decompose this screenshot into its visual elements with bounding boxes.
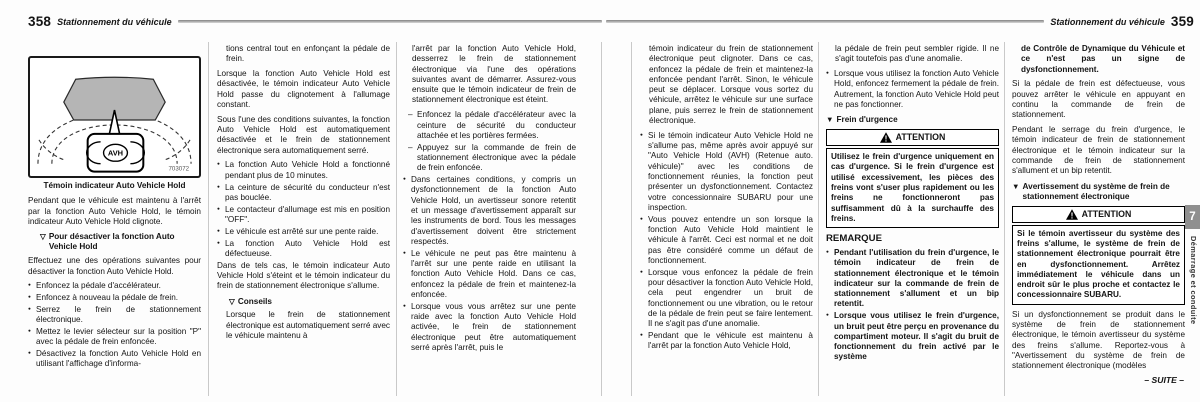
item-text: Enfoncez à nouveau la pédale de frein. <box>36 293 179 303</box>
item-text: Appuyez sur la commande de frein de stationnement électronique avec la pédale de frein enfoncée. <box>417 142 576 173</box>
page-number-left: 358 <box>28 14 52 29</box>
running-title-left: Stationnement du véhicule <box>57 16 172 27</box>
bullet-item <box>403 175 576 247</box>
item-text: Serrez le frein de stationnement électronique. <box>36 304 201 325</box>
attention-header <box>826 129 999 146</box>
column-358-3 <box>403 44 576 355</box>
item-text: La fonction Auto Vehicle Hold est défectueuse. <box>225 238 390 258</box>
chapter-tab-label: Démarrage et conduite <box>1189 236 1198 325</box>
column-359-3 <box>1012 44 1185 376</box>
bullet-icon: ● <box>217 206 220 212</box>
paragraph-continuation: Lorsque le frein de stationnement électronique est automatiquement serré avec le véhicule maintenu à <box>226 310 390 340</box>
column-divider <box>208 42 209 396</box>
column-359-1 <box>640 44 813 353</box>
item-text: Désactivez la fonction Auto Vehicle Hold en utilisant l'affichage d'informa- <box>36 349 201 369</box>
bullet-item <box>403 302 576 353</box>
bullet-item <box>28 293 201 303</box>
dash-item <box>408 110 576 141</box>
item-text: Le véhicule ne peut pas être maintenu à l'arrêt sur une pente raide en utilisant la fonction Auto Vehicle Hold. Dans ce cas, enfoncez la pédale de frein et maintenez-la enfoncée. <box>411 248 576 299</box>
figure-caption: Témoin indicateur Auto Vehicle Hold <box>43 181 186 190</box>
item-text: Dans certaines conditions, y compris un dysfonctionnement de la fonction Auto Vehicle Hold, un avertisseur sonore retentit et un message d'avertissement apparaît sur les instruments de bord. Tous les messages d'avertissement doivent être strictement respectés. <box>411 175 576 246</box>
bullet-item <box>217 183 390 204</box>
bullet-icon: ● <box>640 132 643 138</box>
section-heading <box>1012 182 1185 203</box>
heading-text: Avertissement du système de frein de stationnement électronique <box>1022 181 1170 201</box>
bullet-icon: ● <box>403 250 406 256</box>
column-359-2 <box>826 44 999 364</box>
item-text: Lorsque vous utilisez la fonction Auto Vehicle Hold, enfoncez fermement la pédale de frein. Autrement, la fonction Auto Vehicle Hold peut ne pas fonctionner. <box>834 69 999 109</box>
header-rule-left <box>178 20 602 23</box>
item-text: Mettez le levier sélecteur sur la position "P" avec la pédale de frein enfoncée. <box>36 327 201 347</box>
paragraph: Dans de tels cas, le témoin indicateur Auto Vehicle Hold s'éteint et le témoin indicateur du frein de stationnement électronique s'allume. <box>217 260 390 291</box>
bullet-item <box>826 248 999 310</box>
bullet-icon: ● <box>640 216 643 222</box>
page-header-right <box>606 14 1194 29</box>
svg-text:!: ! <box>1070 211 1074 220</box>
header-rule-right <box>606 20 1044 23</box>
paragraph-continuation: l'arrêt par la fonction Auto Vehicle Hold, desserrez le frein de stationnement électronique via l'une des opérations suivantes avant de démarrer. Assurez-vous ensuite que le témoin indicateur de frein de stationnement électronique est éteint. <box>412 44 576 105</box>
item-text: La ceinture de sécurité du conducteur n'est pas bouclée. <box>225 182 390 202</box>
bullet-icon: ● <box>28 283 31 289</box>
bullet-item <box>28 281 201 291</box>
attention-label: ATTENTION <box>895 132 946 143</box>
bullet-item <box>826 69 999 110</box>
suite-footer: – SUITE – <box>1144 375 1184 385</box>
item-text: Si le témoin indicateur Auto Vehicle Hold ne s'allume pas, même après avoir appuyé sur "Auto Vehicle Hold (AVH) (Retenue auto. véhicule)" avec les conditions de fonctionnement réunies, la fonction peut présenter un dysfonctionnement. Contactez votre concessionnaire SUBARU pour une inspection. <box>648 130 813 212</box>
item-text: Le véhicule est arrêté sur une pente raide. <box>225 226 379 236</box>
bullet-icon: ● <box>403 303 406 309</box>
avh-icon-text: AVH <box>107 148 124 158</box>
paragraph-continuation: la pédale de frein peut sembler rigide. Il ne s'agit toutefois pas d'une anomalie. <box>835 44 999 64</box>
paragraph-continuation: de Contrôle de Dynamique du Véhicule et ce n'est pas un signe de dysfonctionnement. <box>1021 44 1185 74</box>
bullet-icon: ● <box>28 306 31 312</box>
page-divider <box>601 42 602 396</box>
attention-text: Utilisez le frein d'urgence uniquement en cas d'urgence. Si le frein d'urgence est utilisé excessivement, les pièces des freins vont s'user plus rapidement ou les freins ne fonctionneront pas suffisamment dû à la surchauffe des freins. <box>826 148 999 228</box>
attention-box <box>826 129 999 228</box>
bullet-icon: ● <box>28 351 31 357</box>
heading-text: Frein d'urgence <box>836 115 898 125</box>
page-header-left <box>28 14 602 29</box>
attention-box <box>1012 206 1185 305</box>
bullet-item <box>217 160 390 181</box>
bullet-icon: ● <box>28 295 31 301</box>
bullet-icon: ● <box>217 162 220 168</box>
bullet-item <box>826 311 999 362</box>
bullet-icon: ● <box>217 184 220 190</box>
bullet-item <box>640 131 813 213</box>
page-number-right: 359 <box>1170 14 1194 29</box>
bullet-item <box>28 305 201 326</box>
bullet-icon: ● <box>826 249 829 255</box>
column-divider <box>1004 42 1005 396</box>
item-text: Le contacteur d'allumage est mis en position "OFF". <box>225 204 390 224</box>
item-text: La fonction Auto Vehicle Hold a fonctionné pendant plus de 10 minutes. <box>225 160 390 180</box>
chapter-tab-number: 7 <box>1185 205 1200 229</box>
dash-icon: – <box>408 142 413 152</box>
paragraph: Si la pédale de frein est défectueuse, vous pouvez arrêter le véhicule en appuyant en continu la commande de frein de stationnement. <box>1012 79 1185 120</box>
dashboard-illustration <box>30 58 199 176</box>
paragraph-continuation: tions central tout en enfonçant la pédale de frein. <box>226 44 390 64</box>
section-heading <box>40 232 201 253</box>
paragraph: Lorsque la fonction Auto Vehicle Hold est désactivée, le témoin indicateur Auto Vehicle Hold passe du clignotement à l'allumage constant. <box>217 69 390 109</box>
triangle-marker-icon: ▼ <box>826 115 834 125</box>
bullet-item <box>640 331 813 352</box>
item-text: Enfoncez la pédale d'accélérateur avec la ceinture de sécurité du conducteur attachée et les portières fermées. <box>417 110 576 140</box>
attention-text: Si le témoin avertisseur du système des freins s'allume, le système de frein de stationnement électronique pourrait être en dysfonctionnement. Arrêtez immédiatement le véhicule dans un endroit sûr le plus proche et contactez le concessionnaire SUBARU. <box>1012 225 1185 305</box>
paragraph-continuation: témoin indicateur du frein de stationnement électronique peut clignoter. Dans ce cas, enfoncez la pédale de frein et maintenez-la enfoncée pendant l'arrêt. Sinon, le véhicule peut se déplacer. Lorsque vous sortez du véhicule, arrêtez le véhicule sur une surface plane, puis serrez le frein de stationnement électronique. <box>649 44 813 126</box>
running-title-right: Stationnement du véhicule <box>1050 16 1165 27</box>
bullet-item <box>28 349 201 370</box>
remarque-heading: REMARQUE <box>826 233 882 245</box>
bullet-item <box>640 215 813 266</box>
bullet-item <box>403 249 576 300</box>
bullet-item <box>217 239 390 260</box>
bullet-icon: ● <box>217 240 220 246</box>
warning-triangle-icon <box>1066 209 1078 220</box>
item-text: Vous pouvez entendre un son lorsque la fonction Auto Vehicle Hold maintient le véhicule à l'arrêt. Ceci est normal et ne doit pas être considéré comme un défaut de fonctionnement. <box>648 214 813 265</box>
bullet-icon: ● <box>826 313 829 319</box>
item-text: Lorsque vous vous arrêtez sur une pente raide avec la fonction Auto Vehicle Hold activée, le frein de stationnement électronique peut être automatiquement serré après l'arrêt, puis le <box>411 301 576 352</box>
column-divider <box>396 42 397 396</box>
heading-text: Pour désactiver la fonction Auto Vehicle Hold <box>48 232 175 252</box>
item-text: Enfoncez la pédale d'accélérateur. <box>36 281 161 291</box>
attention-label: ATTENTION <box>1081 209 1132 219</box>
bullet-icon: ● <box>826 71 829 77</box>
triangle-marker-icon: ▽ <box>40 232 46 242</box>
column-divider <box>818 42 819 396</box>
bullet-icon: ● <box>28 329 31 335</box>
bullet-item <box>217 227 390 237</box>
paragraph: Effectuez une des opérations suivantes pour désactiver la fonction Auto Vehicle Hold. <box>28 256 201 276</box>
triangle-marker-icon: ▽ <box>229 296 235 306</box>
bullet-item <box>217 205 390 226</box>
item-text: Lorsque vous utilisez le frein d'urgence, un bruit peut être perçu en provenance du compartiment moteur. Il s'agit du bruit de fonctionnement du frein activé par le système <box>834 311 999 362</box>
dash-item <box>408 143 576 174</box>
bullet-item <box>28 327 201 348</box>
avh-indicator-figure <box>28 56 201 178</box>
item-text: Lorsque vous enfoncez la pédale de frein pour désactiver la fonction Auto Vehicle Hold, cela peut engendrer un bruit de fonctionnement ou une vibration, ou le retour de la pédale de frein peut se faire lentement. Il ne s'agit pas d'une anomalie. <box>648 267 813 329</box>
paragraph: Pendant que le véhicule est maintenu à l'arrêt par la fonction Auto Vehicle Hold, le témoin indicateur Auto Vehicle Hold clignote. <box>28 196 201 226</box>
heading-text: Conseils <box>237 296 272 306</box>
paragraph: Si un dysfonctionnement se produit dans le système de frein de stationnement électronique, le témoin avertisseur du système des freins s'allume. Reportez-vous à "Avertissement du système de frein de stationnement électronique (modèles <box>1012 309 1185 371</box>
section-heading <box>229 297 390 307</box>
paragraph: Sous l'une des conditions suivantes, la fonction Auto Vehicle Hold est automatiquement désactivée et le frein de stationnement électronique sera automatiquement serré. <box>217 114 390 155</box>
warning-triangle-icon <box>880 132 892 143</box>
attention-header <box>1012 206 1185 223</box>
page-divider <box>631 42 632 396</box>
paragraph: Pendant le serrage du frein d'urgence, le témoin indicateur de frein de stationnement électronique et le témoin indicateur sur la commande de frein de stationnement s'allument et un bip retentit. <box>1012 125 1185 176</box>
svg-text:!: ! <box>884 134 888 144</box>
figure-code: 703072 <box>168 165 190 173</box>
bullet-icon: ● <box>403 177 406 183</box>
section-heading <box>826 115 999 125</box>
bullet-icon: ● <box>640 333 643 339</box>
column-358-1 <box>28 44 201 371</box>
column-358-2 <box>217 44 390 346</box>
bullet-icon: ● <box>217 228 220 234</box>
bullet-item <box>640 268 813 330</box>
bullet-icon: ● <box>640 269 643 275</box>
dash-icon: – <box>408 110 413 120</box>
item-text: Pendant que le véhicule est maintenu à l'arrêt par la fonction Auto Vehicle Hold, <box>648 331 813 351</box>
triangle-marker-icon: ▼ <box>1012 181 1020 191</box>
item-text: Pendant l'utilisation du frein d'urgence, le témoin indicateur de frein de stationnement électronique et le témoin indicateur sur la commande de frein de stationnement s'allument et un bip retentit. <box>834 247 999 309</box>
